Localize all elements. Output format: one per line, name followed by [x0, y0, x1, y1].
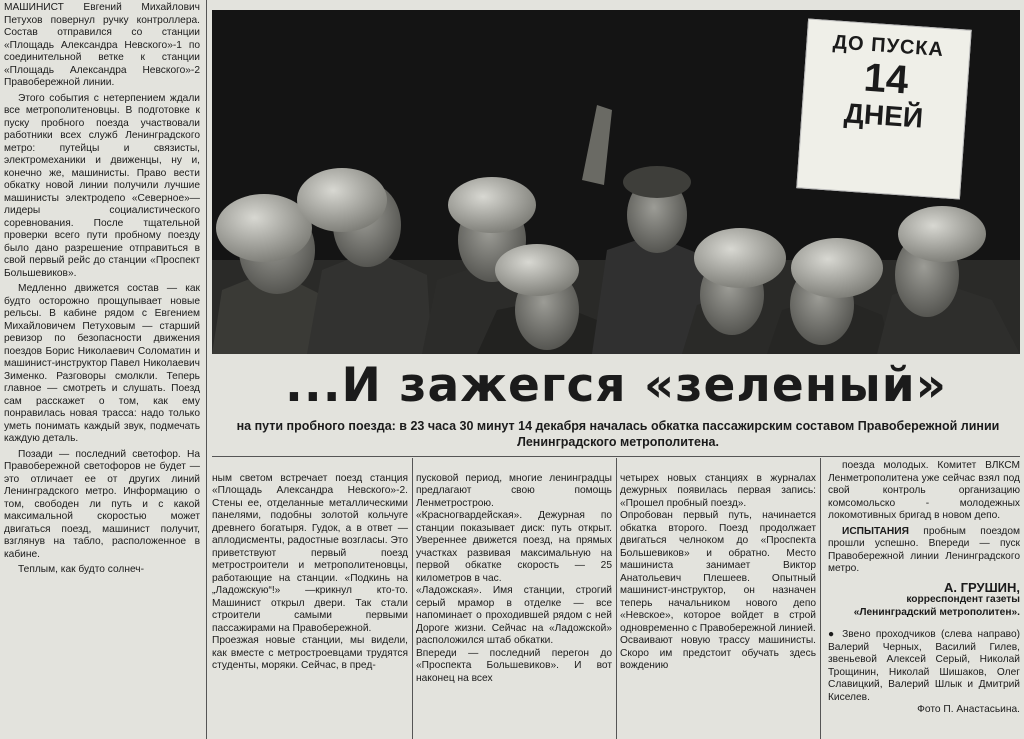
news-photo [212, 10, 1020, 354]
countdown-sign [796, 18, 971, 199]
article-lead-paragraph: МАШИНИСТ Евгений Михайлович Петухов повернул ручку контроллера. Состав отправился со станции «Площадь Александра Невского»-1 по соединительной ветке к станции «Площадь Александра Невского»-2 Правобережной линии. [4, 2, 200, 88]
article-column-3 [416, 460, 612, 739]
subheadline: на пути пробного поезда: в 23 часа 30 минут 14 декабря началась обкатка пассажирским составом Правобережной линии Ленинградского метрополитена. [236, 419, 1000, 449]
sign-text-top: ДО ПУСКА [832, 31, 945, 62]
article-paragraph: поезда молодых. Комитет ВЛКСМ Ленметрополитена уже сейчас взял под свой контроль организацию комсомольско - молодежных локомотивных бригад в новом депо. [828, 460, 1020, 521]
paragraph-rest: пробным поездом прошли успешно. Впереди — пуск Правобережной линии Ленинградского метро. [828, 525, 1020, 574]
article-column-5 [828, 460, 1020, 739]
sign-text-number: 14 [862, 55, 910, 103]
article-paragraph: Медленно движется состав — как будто осторожно прощупывает новые рельсы. В кабине рядом с Евгением Михайловичем Петуховым — старший ревизор по безопасности движения поездов Борис Николаевич Соломатин и машинист-инструктор Павел Николаевич Зименко. Разговоры смолкли. Теперь главное — смотреть и слушать. Поезд сам расскажет о том, как ему понравилась новая трасса: надо только уметь понимать каждый звук, подмечать каждую деталь. [4, 283, 200, 444]
paragraph-caps-lead: ИСПЫТАНИЯ [842, 525, 909, 537]
column-divider [616, 458, 617, 739]
article-text: пусковой период, многие ленинградцы предлагают свою помощь Ленметрострою. «Красногвардейская». Дежурная по станции показывает диск: путь открыт. Увереннее движется поезд, на прямых участках развивая максимальную на первой обкатке скорость — 25 километров в час. «Ладожская». Имя станции, строгий серый мрамор в отделке — все напоминает о проходившей рядом с ней Дороге жизни. Сейчас на «Ладожской» расположился штаб обкатки. Впереди — последний перегон до «Проспекта Большевиков». И вот наконец на всех [416, 472, 612, 684]
article-column-4 [620, 460, 816, 739]
photo-caption: ● Звено проходчиков (слева направо) Валерий Черных, Василий Гилев, звеньевой Алексей Серый, Николай Трощинин, Николай Шишаков, Олег Славицкий, Валерий Шлык и Дмитрий Киселев. [828, 629, 1020, 703]
photo-credit: Фото П. Анастасьина. [917, 704, 1020, 715]
article-paragraph: Позади — последний светофор. На Правобережной светофоров не будет — это отличает ее от других линий Ленинградского метро. Информацию о том, свободен ли путь и с какой максимальной скоростью может двигаться поезд, машинист получит, взглянув на табло, расположенное в кабине. [4, 448, 200, 560]
article-text: четырех новых станциях в журналах дежурных появилась первая запись: «Прошел пробный поезд». Опробован первый путь, начинается обкатка второго. Поезд продолжает двигаться челноком до «Проспекта Большевиков» и обратно. Место машиниста занимает Виктор Анатольевич Плешеев. Опытный машинист-инструктор, он назначен теперь начальником нового депо «Невское», которое войдет в строй одновременно с Правобережной линией. Осваивают новую трассу машинисты. Скоро им предстоит обучать здесь вождению [620, 472, 816, 671]
section-divider [212, 456, 1020, 457]
article-column-1 [4, 2, 200, 739]
article-column-2 [212, 460, 408, 739]
column-divider [206, 0, 207, 739]
sign-text-bottom: ДНЕЙ [843, 97, 925, 134]
article-paragraph: Теплым, как будто солнеч- [18, 564, 145, 575]
author-signature: А. ГРУШИН, [944, 579, 1020, 595]
column-divider [820, 458, 821, 739]
article-paragraph: Этого события с нетерпением ждали все метрополитеновцы. В подготовке к пуску пробного поезда участвовали работники всех служб Ленинградского метро: путейцы и связисты, электромеханики и движенцы, ну и, конечно же, машинисты. Право вести обкатку новой линии получили лучшие машинисты электродепо «Северное»—лидеры социалистического соревнования. После тщательной проверки всего пути пробному поезду было дано разрешение отправиться в свой первый рейс до станции «Проспект Большевиков». [4, 92, 200, 279]
article-text: ным светом встречает поезд станция «Площадь Александра Невского»-2. Стены ее, отделанные металлическими панелями, подобны золотой кольчуге древнего богатыря. Гудок, а в ответ — аплодисменты, радостные возгласы. Это приветствуют первый поезд метростроители и метрополитеновцы, работающие на станции. «Подкинь на „Ладожскую“!» —крикнул кто-то. Машинист открыл двери. Так стали строители самыми первыми пассажирами на Правобережной. Проезжая новые станции, мы видели, как вместе с метростроевцами трудятся студенты, моряки. Сейчас, в пред- [212, 472, 408, 671]
article-paragraph [828, 526, 1020, 576]
headline: ...И зажегся «зеленый» [284, 358, 947, 413]
author-role: корреспондент газеты «Ленинградский метрополитен». [853, 594, 1020, 618]
column-divider [412, 458, 413, 739]
